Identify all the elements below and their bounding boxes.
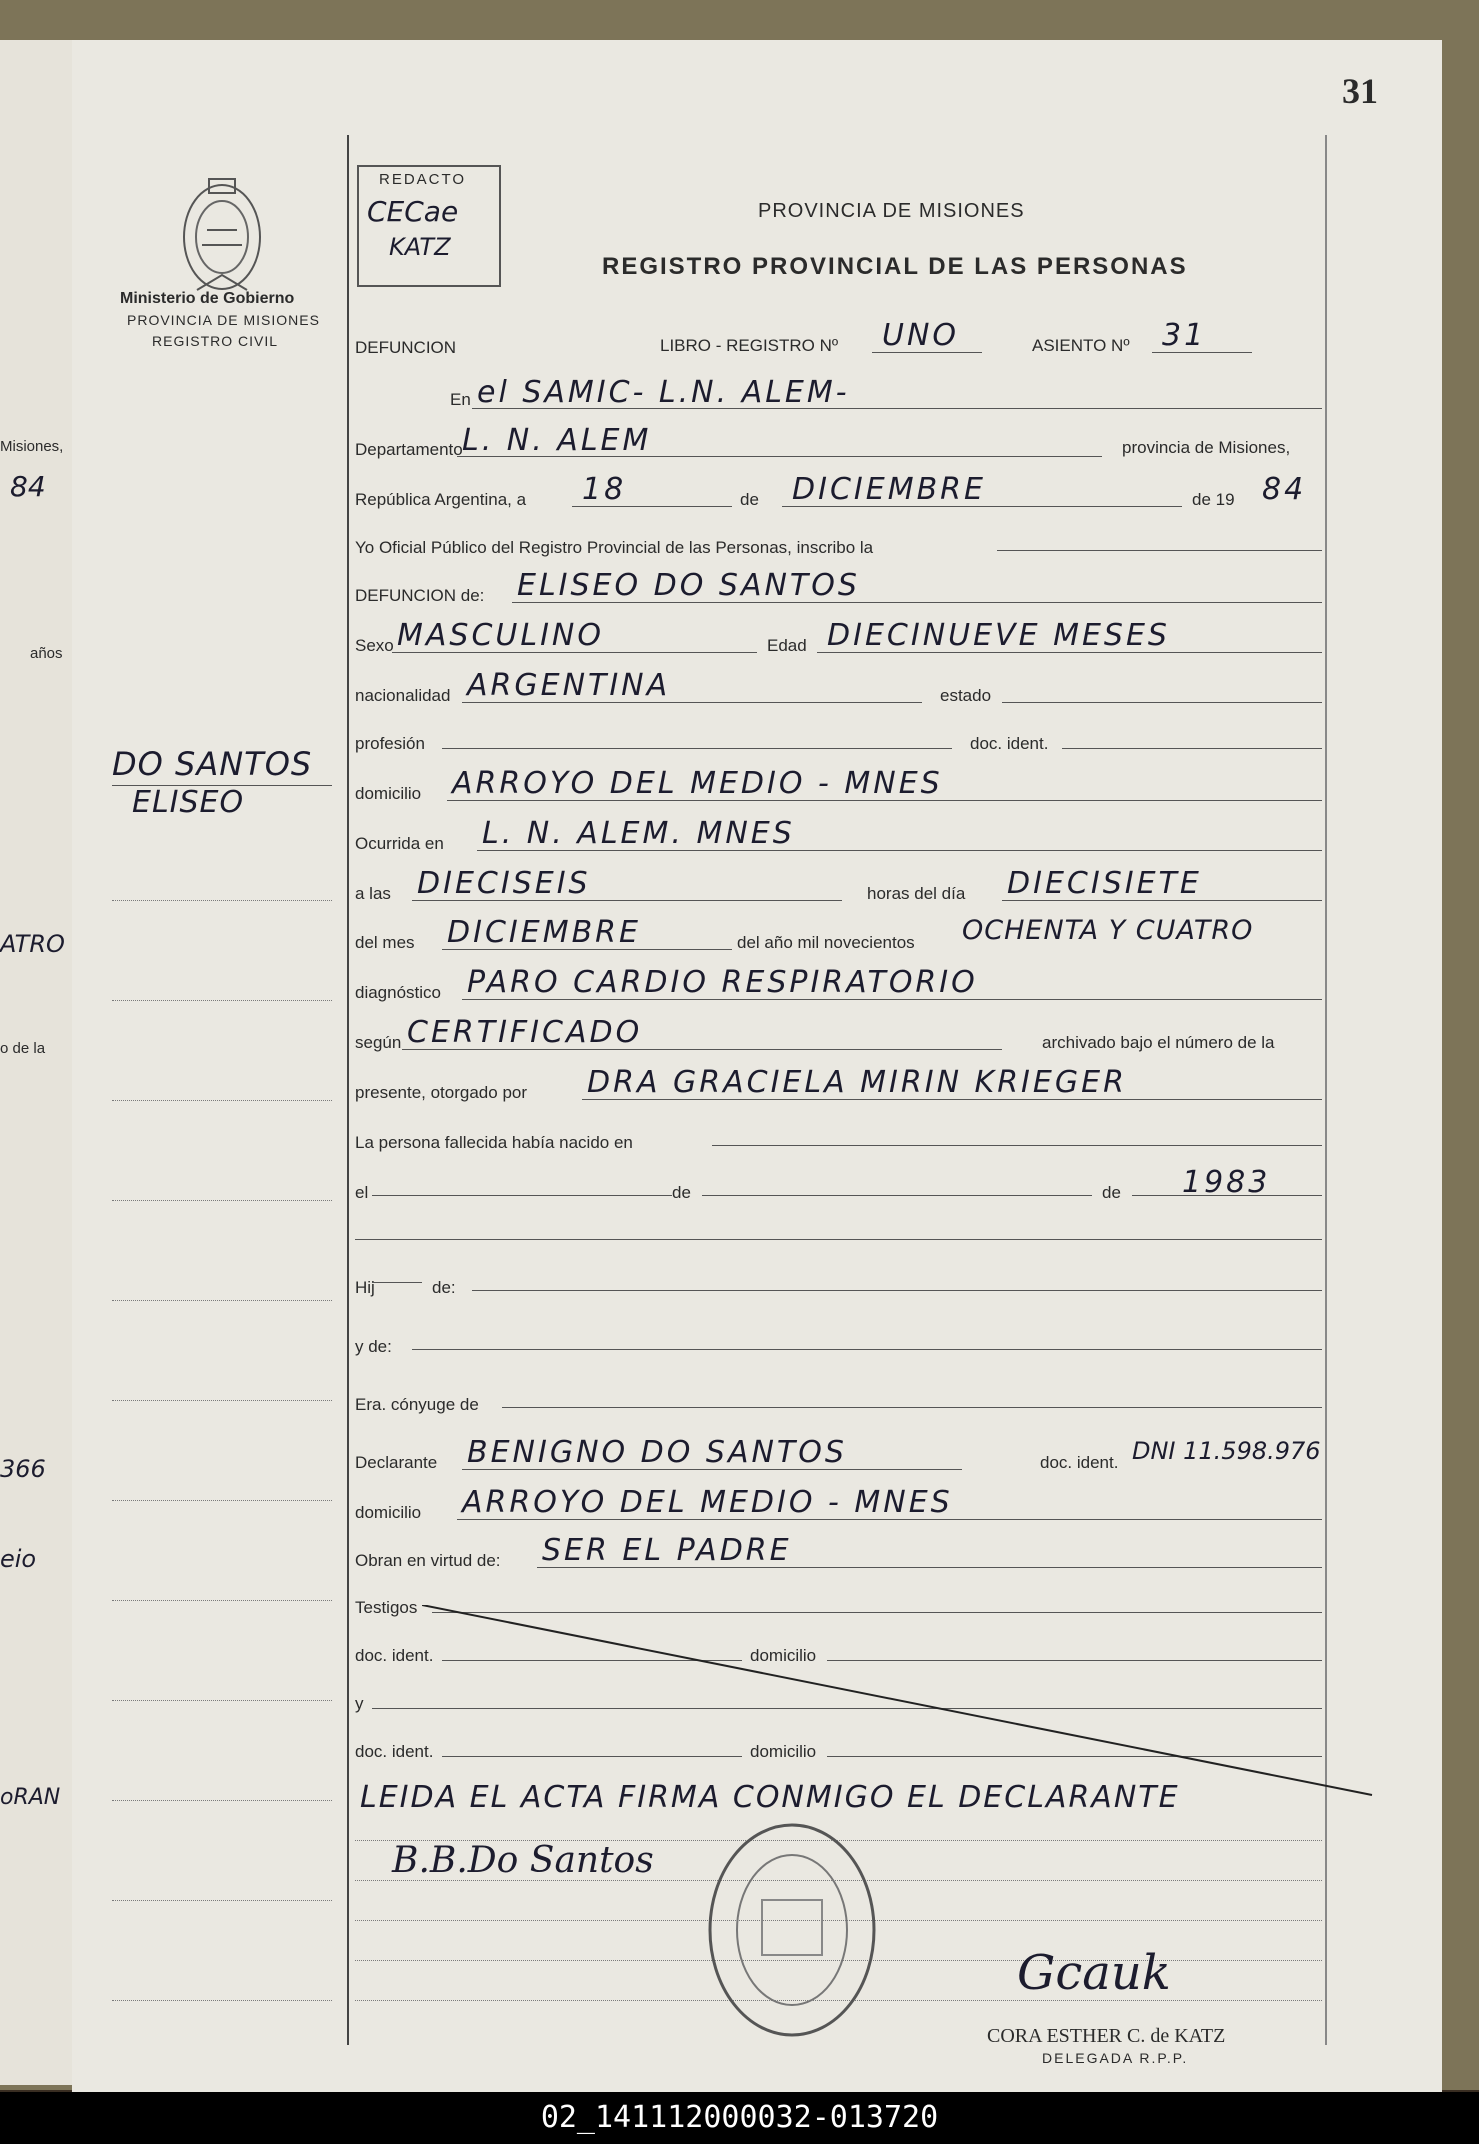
diagnostico-line (462, 999, 1322, 1000)
nacionalidad-value: ARGENTINA (467, 668, 671, 703)
mes-line (782, 506, 1182, 507)
mes-value: DICIEMBRE (792, 472, 986, 507)
hij-label: Hij (355, 1278, 375, 1297)
nombre-value: ELISEO DO SANTOS (517, 568, 860, 603)
edad-label: Edad (767, 636, 807, 655)
margin-rule-11 (112, 1900, 332, 1901)
mes-muerte-value: DICIEMBRE (447, 915, 641, 950)
margin-rule-1 (112, 900, 332, 901)
yo-oficial-label: Yo Oficial Público del Registro Provincial de las Personas, inscribo la (355, 538, 874, 557)
sexo-value: MASCULINO (397, 618, 604, 653)
profesion-line (442, 748, 952, 749)
era-conyuge-line (502, 1407, 1322, 1408)
image-id-footer: 02_141112000032-013720 (0, 2092, 1479, 2144)
era-conyuge-label: Era. cónyuge de (355, 1395, 479, 1414)
declarante-label: Declarante (355, 1453, 438, 1472)
obran-label: Obran en virtud de: (355, 1551, 501, 1570)
left-fragment-atro: ATRO (0, 930, 65, 958)
margin-rule-2 (112, 1000, 332, 1001)
persona-nacido-line (712, 1145, 1322, 1146)
testigo1-doc-label: doc. ident. (355, 1646, 434, 1665)
mes-muerte-line (442, 949, 732, 950)
domicilio-label: domicilio (355, 784, 422, 803)
anio-value: 84 (1262, 472, 1307, 507)
segun-line (402, 1049, 1002, 1050)
margin-rule-12 (112, 2000, 332, 2001)
segun-value: CERTIFICADO (407, 1015, 643, 1050)
margin-rule-7 (112, 1500, 332, 1501)
estado-line (1002, 702, 1322, 703)
y-de-line (412, 1349, 1322, 1350)
departamento-value: L. N. ALEM (462, 423, 652, 458)
left-fragment-366: 366 (0, 1455, 46, 1483)
margin-line (112, 785, 332, 786)
domicilio-declarante-line (457, 1519, 1322, 1520)
del-anio-label: del año mil novecientos (737, 933, 915, 952)
hora-line (412, 900, 842, 901)
official-stamp-icon (702, 1815, 882, 2045)
anio-muerte-value: OCHENTA Y CUATRO (962, 915, 1254, 946)
de-label-2: de (672, 1183, 691, 1202)
en-value: el SAMIC- L.N. ALEM- (477, 375, 850, 410)
doc-ident-label: doc. ident. (970, 734, 1049, 753)
de-label-1: de (740, 490, 759, 509)
departamento-line (457, 456, 1102, 457)
domicilio-declarante-value: ARROYO DEL MEDIO - MNES (462, 1485, 953, 1520)
en-line (472, 408, 1322, 409)
province-heading: PROVINCIA DE MISIONES (758, 200, 1025, 222)
de-line-2 (702, 1195, 1092, 1196)
left-fragment-84: 84 (10, 470, 46, 503)
left-fragment-oran: oRAN (0, 1785, 61, 1810)
asiento-line (1152, 352, 1252, 353)
domicilio-declarante-label: domicilio (355, 1503, 422, 1522)
republica-label: República Argentina, a (355, 490, 527, 509)
doc-ident-declarante-label: doc. ident. (1040, 1453, 1119, 1472)
asiento-value: 31 (1162, 318, 1207, 353)
profesion-label: profesión (355, 734, 425, 753)
left-fragment-anos: años (30, 645, 63, 662)
ministry-title: Ministerio de Gobierno (120, 290, 295, 307)
hora-value: DIECISEIS (417, 866, 591, 901)
hij-line (472, 1290, 1322, 1291)
obran-line (537, 1567, 1322, 1568)
nacionalidad-line (462, 702, 922, 703)
anio-nac-line (1132, 1195, 1322, 1196)
page-number: 31 (1342, 71, 1378, 111)
el-label: el (355, 1183, 369, 1202)
hij-dash (372, 1282, 422, 1283)
presente-label: presente, otorgado por (355, 1083, 528, 1102)
margin-apellido: DO SANTOS (112, 745, 313, 783)
redacto-name: CECae (367, 195, 459, 228)
en-label: En (450, 390, 471, 409)
anio-nac-value: 1983 (1182, 1165, 1271, 1200)
y-de-label: y de: (355, 1337, 392, 1356)
y-label: y (355, 1694, 364, 1713)
dia-line (572, 506, 732, 507)
obran-value: SER EL PADRE (542, 1533, 792, 1568)
margin-rule-5 (112, 1300, 332, 1301)
redacto-label: REDACTO (379, 171, 467, 188)
ocurrida-label: Ocurrida en (355, 834, 444, 853)
diagnostico-label: diagnóstico (355, 983, 442, 1002)
a-las-label: a las (355, 884, 391, 903)
dia-value: 18 (582, 472, 627, 507)
margin-rule-6 (112, 1400, 332, 1401)
horas-del-dia-label: horas del día (867, 884, 966, 903)
del-mes-label: del mes (355, 933, 415, 952)
ocurrida-line (477, 850, 1322, 851)
redacto-box (357, 165, 501, 287)
left-fragment-misiones: Misiones, (0, 438, 64, 455)
ocurrida-value: L. N. ALEM. MNES (482, 816, 795, 851)
inscribo-line (997, 550, 1322, 551)
ministry-province: PROVINCIA DE MISIONES (127, 312, 320, 328)
margin-rule-8 (112, 1600, 332, 1601)
persona-nacido-label: La persona fallecida había nacido en (355, 1133, 633, 1152)
margin-nombre: ELISEO (132, 785, 245, 820)
nacionalidad-label: nacionalidad (355, 686, 451, 705)
dia-muerte-line (1002, 900, 1322, 901)
declarante-line (462, 1469, 962, 1470)
margin-rule-3 (112, 1100, 332, 1101)
margin-rule-4 (112, 1200, 332, 1201)
el-line (372, 1195, 672, 1196)
margin-rule-10 (112, 1800, 332, 1801)
domicilio-line (447, 800, 1322, 801)
segun-label: según (355, 1033, 402, 1052)
otorgado-value: DRA GRACIELA MIRIN KRIEGER (587, 1065, 1127, 1100)
hij-de-label: de: (432, 1278, 456, 1297)
otorgado-line (582, 1099, 1322, 1100)
blank-line-1 (355, 1239, 1322, 1240)
redacto-surname: KATZ (389, 233, 451, 261)
domicilio-value: ARROYO DEL MEDIO - MNES (452, 766, 943, 801)
estado-label: estado (940, 686, 992, 705)
doc-ident-line (1062, 748, 1322, 749)
declarante-signature: B.B.Do Santos (392, 1840, 654, 1881)
left-fragment-eio: eio (0, 1545, 37, 1573)
nombre-line (512, 602, 1322, 603)
departamento-label: Departamento (355, 440, 463, 459)
testigos-label: Testigos (355, 1598, 418, 1617)
testigo2-doc-label: doc. ident. (355, 1742, 434, 1761)
testigos-strike-line (422, 1605, 1382, 1805)
sexo-line (392, 652, 757, 653)
column-divider (347, 135, 349, 2045)
closing-statement: LEIDA EL ACTA FIRMA CONMIGO EL DECLARANTE (360, 1780, 1180, 1815)
de-label-3: de (1102, 1183, 1121, 1202)
ministry-registry: REGISTRO CIVIL (152, 333, 279, 349)
dia-muerte-value: DIECISIETE (1007, 866, 1202, 901)
left-facing-page (0, 40, 75, 2085)
margin-rule-9 (112, 1700, 332, 1701)
edad-value: DIECINUEVE MESES (827, 618, 1170, 653)
defuncion-label: DEFUNCION (355, 338, 457, 357)
provincia-label: provincia de Misiones, (1122, 438, 1291, 457)
defuncion-de-label: DEFUNCION de: (355, 586, 485, 605)
diagnostico-value: PARO CARDIO RESPIRATORIO (467, 965, 978, 1000)
asiento-label: ASIENTO Nº (1032, 336, 1130, 355)
de-19-label: de 19 (1192, 490, 1235, 509)
registry-heading: REGISTRO PROVINCIAL DE LAS PERSONAS (602, 253, 1188, 280)
libro-line (872, 352, 982, 353)
sexo-label: Sexo (355, 636, 394, 655)
official-signature: Gcauk (1017, 1945, 1171, 2001)
libro-value: UNO (882, 318, 960, 353)
archivado-label: archivado bajo el número de la (1042, 1033, 1275, 1052)
testigo2-domicilio-label: domicilio (750, 1742, 817, 1761)
coat-of-arms-icon (177, 175, 267, 300)
signatory-name: CORA ESTHER C. de KATZ (987, 2025, 1226, 2047)
testigo1-domicilio-label: domicilio (750, 1646, 817, 1665)
declarante-value: BENIGNO DO SANTOS (467, 1435, 847, 1470)
libro-label: LIBRO - REGISTRO Nº (660, 336, 839, 355)
signatory-title: DELEGADA R.P.P. (1042, 2050, 1189, 2066)
doc-declarante-value: DNI 11.598.976 (1132, 1437, 1321, 1465)
edad-line (817, 652, 1322, 653)
register-page (72, 40, 1442, 2095)
left-fragment-de-la: o de la (0, 1040, 46, 1057)
